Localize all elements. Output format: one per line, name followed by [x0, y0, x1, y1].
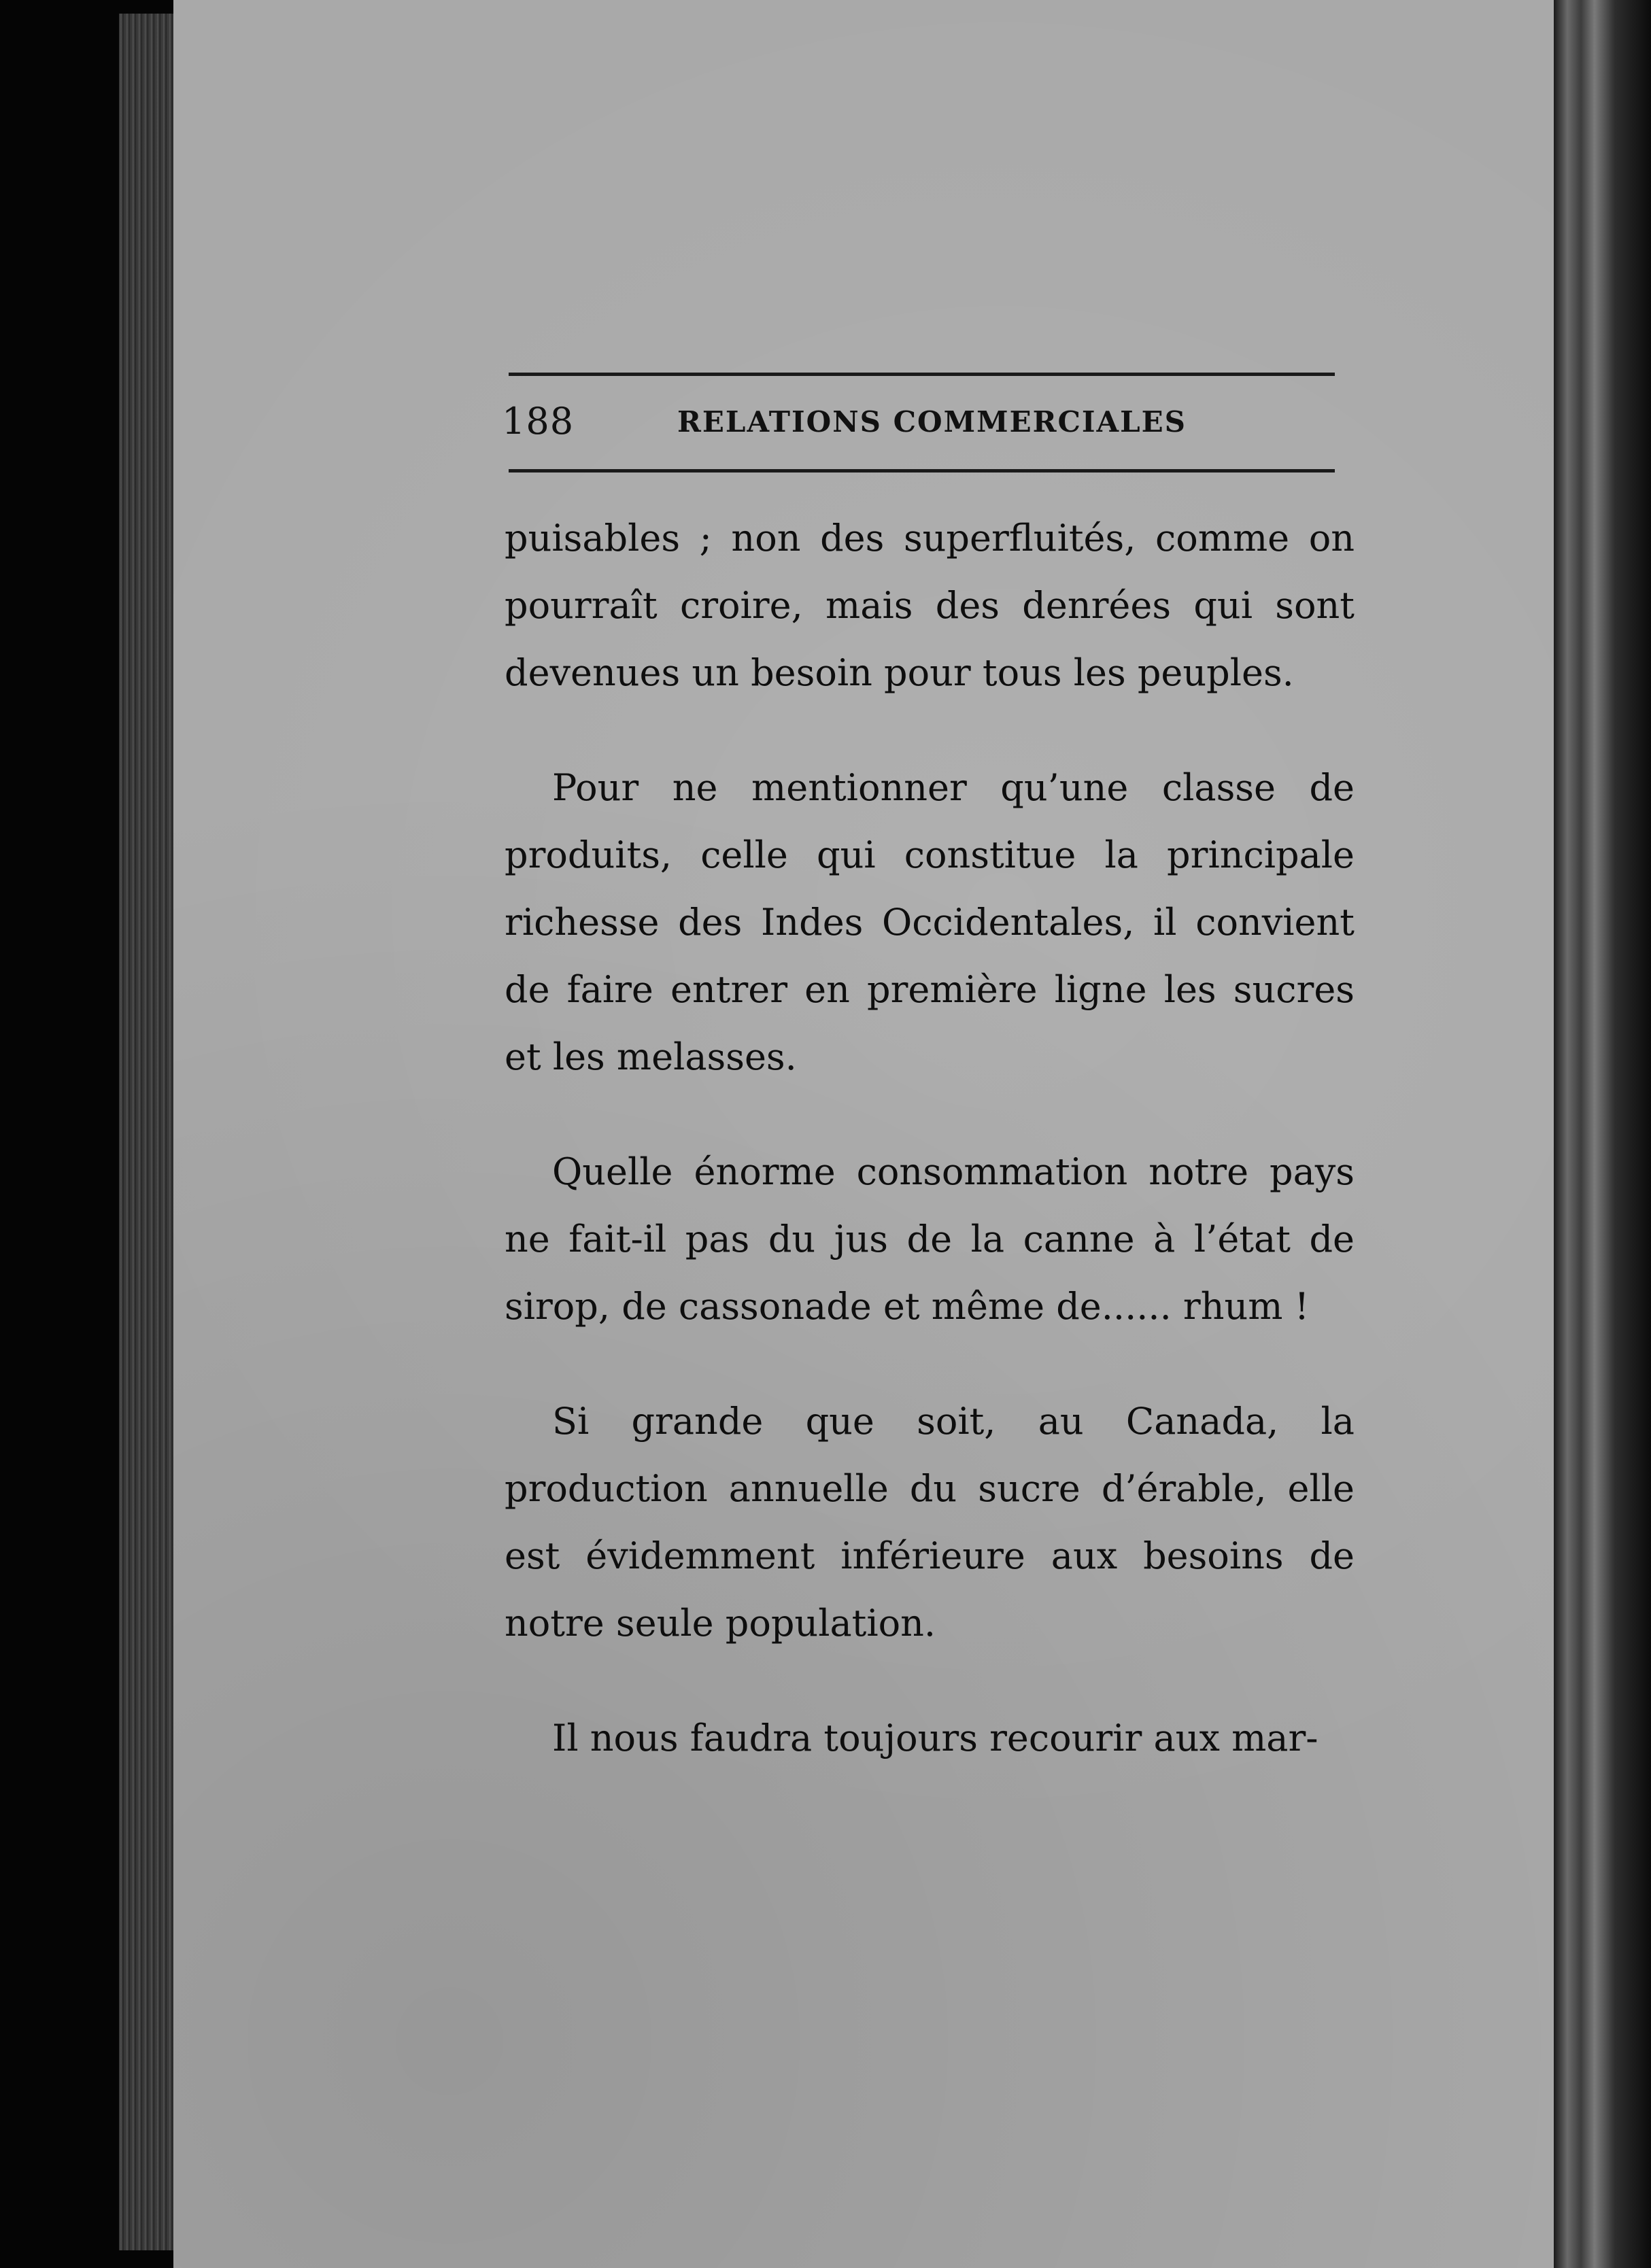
- paragraph-3: Quelle énorme consommation notre pays ne fait-il pas du jus de la canne à l’état de sirop, de cassonade et même de...... rhum !: [505, 1150, 1355, 1328]
- paragraph-1: puisables ; non des superfluités, comme on pourraît croire, mais des denrées qui sont devenues un besoin pour tous les peuples.: [505, 517, 1355, 694]
- right-page-edge: [1554, 0, 1651, 2268]
- header-bottom-rule: [509, 469, 1335, 472]
- running-title: RELATIONS COMMERCIALES: [677, 405, 1187, 439]
- paragraph-4: Si grande que soit, au Canada, la production annuelle du sucre d’érable, elle est évidemment inférieure aux besoins de notre seule population.: [505, 1400, 1355, 1645]
- body-text: [505, 504, 1355, 1772]
- paragraph-2: Pour ne mentionner qu’une classe de produits, celle qui constitue la principale richesse des Indes Occidentales, il convient de faire entrer en première ligne les sucres et les melasses.: [505, 766, 1355, 1078]
- page-number: 188: [502, 400, 575, 443]
- header-top-rule: [509, 373, 1335, 376]
- paragraph-5: Il nous faudra toujours recourir aux mar-: [552, 1717, 1318, 1759]
- page-header: [502, 400, 1345, 447]
